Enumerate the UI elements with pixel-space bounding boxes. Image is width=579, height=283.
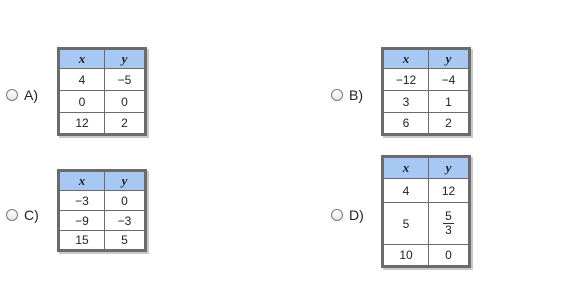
fraction-denominator: 3 (445, 223, 452, 237)
table-cell: −12 (383, 69, 429, 91)
option-b-table (381, 47, 471, 136)
table-cell: 12 (59, 113, 105, 135)
option-a-label: A) (24, 87, 38, 103)
table-cell: 0 (59, 91, 105, 113)
table-cell: 1 (429, 91, 470, 113)
table-cell: 5 (383, 203, 429, 245)
table-cell: 2 (105, 113, 146, 135)
table-cell: 15 (59, 231, 105, 251)
radio-option-c[interactable] (6, 209, 18, 221)
table-cell: −9 (59, 211, 105, 231)
option-c-table (57, 169, 147, 252)
column-header-y: y (429, 157, 470, 179)
table-cell: 0 (105, 91, 146, 113)
table-cell: 10 (383, 245, 429, 267)
column-header-y: y (105, 49, 146, 69)
table-cell-fraction (429, 203, 470, 245)
table-cell: 4 (383, 179, 429, 203)
column-header-x: x (59, 49, 105, 69)
table-cell: 2 (429, 113, 470, 135)
table-cell: 6 (383, 113, 429, 135)
option-d-table (381, 155, 471, 268)
option-d-label: D) (349, 207, 364, 223)
radio-option-a[interactable] (6, 89, 18, 101)
table-cell: −4 (429, 69, 470, 91)
option-b-label: B) (349, 87, 363, 103)
column-header-x: x (383, 157, 429, 179)
option-c-label: C) (24, 207, 39, 223)
option-a-table (57, 47, 147, 136)
radio-option-d[interactable] (331, 209, 343, 221)
table-cell: 5 (105, 231, 146, 251)
table-cell: 12 (429, 179, 470, 203)
fraction-numerator: 5 (445, 209, 452, 223)
column-header-x: x (59, 171, 105, 191)
fraction (443, 210, 454, 237)
table-cell: 4 (59, 69, 105, 91)
table-cell: 0 (105, 191, 146, 211)
column-header-y: y (105, 171, 146, 191)
table-cell: −3 (59, 191, 105, 211)
column-header-y: y (429, 49, 470, 69)
table-cell: −5 (105, 69, 146, 91)
table-cell: 0 (429, 245, 470, 267)
table-cell: 3 (383, 91, 429, 113)
table-cell: −3 (105, 211, 146, 231)
column-header-x: x (383, 49, 429, 69)
radio-option-b[interactable] (331, 89, 343, 101)
